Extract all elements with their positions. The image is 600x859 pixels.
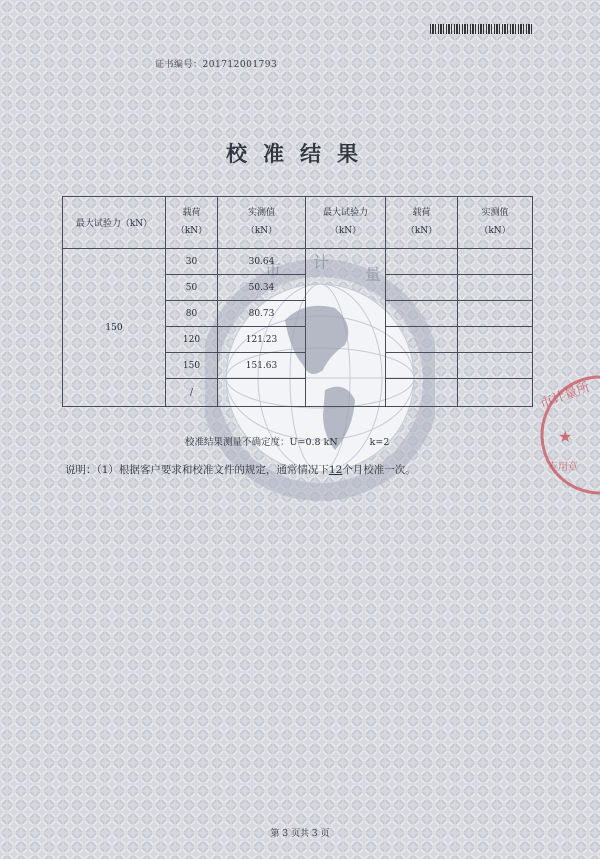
table-row — [63, 249, 533, 275]
measured-2-cell — [458, 301, 533, 327]
header-load-2: 载荷 （kN） — [386, 197, 458, 249]
load-2-cell — [386, 379, 458, 407]
note-prefix: 说明：（1）根据客户要求和校准文件的规定，通常情况下 — [65, 464, 329, 476]
certificate-number-label: 证书编号： — [155, 60, 203, 70]
measured-2-cell — [458, 249, 533, 275]
load-cell: / — [166, 379, 218, 407]
note-months: 12 — [328, 464, 343, 476]
measured-cell: 30.64 — [218, 249, 306, 275]
calibration-results-table — [62, 196, 533, 407]
calibration-note — [65, 462, 416, 477]
stamp-text: 市计量所 — [538, 379, 593, 412]
page-footer: 第 3 页共 3 页 — [270, 829, 330, 839]
header-max-force: 最大试验力（kN） — [63, 197, 166, 249]
watermark-char-mid: 计 — [313, 253, 330, 272]
load-cell: 30 — [166, 249, 218, 275]
load-cell: 80 — [166, 301, 218, 327]
uncertainty-line — [185, 434, 389, 448]
load-cell: 120 — [166, 327, 218, 353]
certificate-number-line — [155, 57, 277, 70]
max-force-2-cell — [306, 249, 386, 407]
measured-cell — [218, 379, 306, 407]
load-cell: 50 — [166, 275, 218, 301]
load-2-cell — [386, 275, 458, 301]
stamp-subtext: 专用章 — [548, 462, 578, 473]
measured-cell: 121.23 — [218, 327, 306, 353]
header-measured: 实测值 （kN） — [218, 197, 306, 249]
page-title: 校准结果 — [226, 141, 374, 166]
uncertainty-text: 校准结果测量不确定度：U=0.8 kN — [185, 437, 338, 448]
header-max-force-2: 最大试验力 （kN） — [306, 197, 386, 249]
load-2-cell — [386, 249, 458, 275]
header-measured-2: 实测值 （kN） — [458, 197, 533, 249]
barcode — [430, 24, 532, 34]
measured-cell: 151.63 — [218, 353, 306, 379]
load-cell: 150 — [166, 353, 218, 379]
coverage-factor: k=2 — [369, 437, 390, 448]
measured-cell: 50.34 — [218, 275, 306, 301]
stamp-star-icon: ★ — [558, 427, 573, 446]
load-2-cell — [386, 301, 458, 327]
certificate-number: 201712001793 — [202, 60, 278, 70]
measured-cell: 80.73 — [218, 301, 306, 327]
note-suffix: 个月校准一次。 — [342, 464, 416, 476]
header-load: 载荷 （kN） — [166, 197, 218, 249]
load-2-cell — [386, 327, 458, 353]
watermark-char-left: 市 — [265, 260, 282, 279]
max-force-value: 150 — [63, 249, 166, 407]
official-stamp — [518, 370, 600, 500]
watermark-char-right: 量 — [365, 265, 382, 284]
load-2-cell — [386, 353, 458, 379]
measured-2-cell — [458, 275, 533, 301]
measured-2-cell — [458, 327, 533, 353]
